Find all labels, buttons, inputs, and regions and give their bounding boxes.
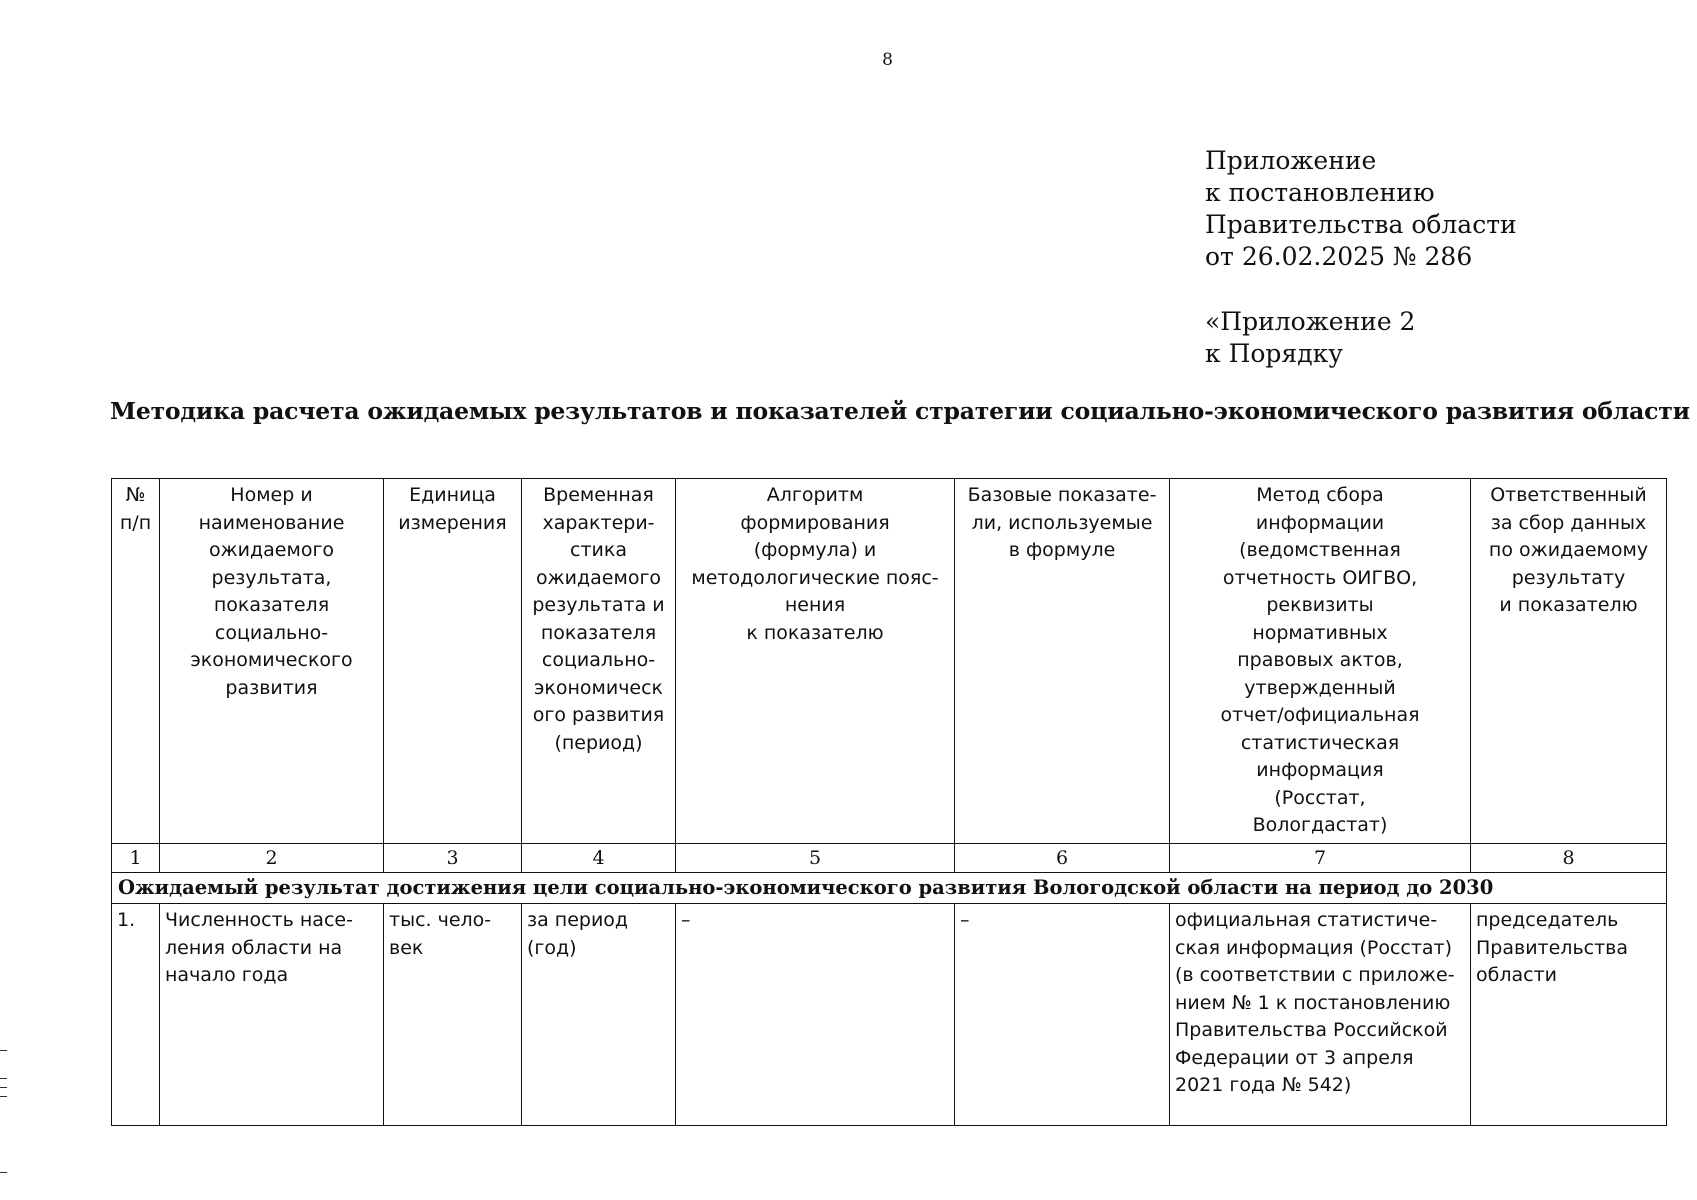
column-number: 4 bbox=[522, 844, 676, 873]
annex-2-line: «Приложение 2 bbox=[1205, 307, 1416, 336]
cell-text-line: ожидаемого bbox=[535, 566, 662, 589]
header-cell bbox=[160, 479, 384, 844]
indicator-name-cell bbox=[160, 904, 384, 1126]
document-title: Методика расчета ожидаемых результатов и показателей стратегии социально-экономического развития области bbox=[110, 397, 1690, 425]
cell-text-line: измерения bbox=[398, 511, 507, 534]
column-number: 2 bbox=[160, 844, 384, 873]
cell-text-line: стика bbox=[570, 539, 627, 561]
cell-text-line: начало года bbox=[165, 964, 289, 986]
cell-text-line: (Росстат, bbox=[1274, 786, 1366, 809]
cell-text-line: ого развития bbox=[532, 704, 665, 726]
cell-text-line: информации bbox=[1255, 511, 1385, 534]
cell-text-line: информация bbox=[1256, 759, 1384, 781]
cell-text-line: Временная bbox=[543, 484, 654, 506]
cell-text-line: (в соответствии с приложе- bbox=[1175, 964, 1455, 986]
cell-text-line: по ожидаемому bbox=[1488, 539, 1649, 561]
header-cell bbox=[1170, 479, 1471, 844]
cell-text-line: ожидаемого bbox=[208, 539, 335, 561]
cell-text-line: (период) bbox=[554, 731, 643, 754]
cell-text-line: век bbox=[389, 936, 424, 959]
annex-line: к постановлению bbox=[1205, 178, 1435, 207]
cell-text-line: – bbox=[960, 909, 970, 931]
cell-text-line: правовых актов, bbox=[1237, 649, 1403, 671]
header-cell bbox=[676, 479, 955, 844]
cell-text-line: Федерации от 3 апреля bbox=[1175, 1046, 1414, 1069]
cell-text-line: наименование bbox=[198, 511, 345, 534]
cell-text-line: за период bbox=[527, 909, 629, 931]
header-cell bbox=[112, 479, 160, 844]
header-cell bbox=[522, 479, 676, 844]
column-number: 8 bbox=[1471, 844, 1667, 873]
annex-line: Правительства области bbox=[1205, 210, 1517, 239]
cell-text-line: Номер и bbox=[230, 484, 313, 506]
cell-text-line: Численность насе- bbox=[165, 909, 353, 931]
cell-text-line: и показателю bbox=[1499, 594, 1638, 616]
margin-mark bbox=[0, 1172, 7, 1173]
cell-text-line: Вологдастат) bbox=[1252, 814, 1388, 836]
cell-text-line: результата, bbox=[211, 566, 332, 589]
cell-text-line: Метод сбора bbox=[1256, 484, 1384, 506]
base-indicators-cell bbox=[955, 904, 1170, 1126]
cell-text-line: п/п bbox=[119, 511, 152, 534]
cell-text-line: (формула) и bbox=[753, 539, 877, 561]
algorithm-cell bbox=[676, 904, 955, 1126]
cell-text-line: (год) bbox=[527, 936, 577, 959]
column-number: 1 bbox=[112, 844, 160, 873]
cell-text-line: ли, используемые bbox=[971, 511, 1153, 534]
header-cell bbox=[955, 479, 1170, 844]
cell-text-line: статистическая bbox=[1240, 731, 1400, 754]
cell-text-line: социально- bbox=[214, 621, 329, 644]
cell-text-line: развития bbox=[225, 676, 318, 699]
column-number-row bbox=[112, 844, 1667, 873]
cell-text-line: ления области на bbox=[165, 936, 343, 959]
page-number: 8 bbox=[882, 50, 893, 70]
margin-mark bbox=[0, 1050, 7, 1051]
period-cell bbox=[522, 904, 676, 1126]
cell-text-line: экономического bbox=[190, 649, 353, 671]
cell-text-line: Единица bbox=[409, 484, 496, 506]
section-title: Ожидаемый результат достижения цели социально-экономического развития Вологодской области на период до 2030 bbox=[112, 873, 1667, 904]
cell-text-line: в формуле bbox=[1008, 539, 1116, 561]
cell-text-line: Ответственный bbox=[1490, 484, 1647, 506]
cell-text-line: нормативных bbox=[1252, 621, 1388, 644]
section-row bbox=[112, 873, 1667, 904]
column-number: 6 bbox=[955, 844, 1170, 873]
cell-text-line: № bbox=[125, 484, 146, 506]
annex-block bbox=[1205, 145, 1517, 273]
cell-text-line: экономическ bbox=[533, 676, 664, 699]
margin-mark bbox=[0, 1096, 7, 1097]
methodology-table bbox=[111, 478, 1667, 1126]
cell-text-line: показателя bbox=[213, 594, 330, 616]
column-number: 5 bbox=[676, 844, 955, 873]
cell-text-line: (ведомственная bbox=[1239, 539, 1401, 561]
annex-2-block bbox=[1205, 306, 1415, 370]
cell-text-line: утвержденный bbox=[1244, 676, 1396, 699]
cell-text-line: формирования bbox=[740, 511, 890, 534]
cell-text-line: Правительства Российской bbox=[1175, 1019, 1448, 1041]
cell-text-line: отчетность ОИГВО, bbox=[1222, 566, 1418, 589]
cell-text-line: Алгоритм bbox=[766, 484, 864, 506]
unit-cell bbox=[384, 904, 522, 1126]
cell-text-line: области bbox=[1476, 964, 1557, 986]
cell-text-line: за сбор данных bbox=[1490, 511, 1647, 534]
collection-method-cell bbox=[1170, 904, 1471, 1126]
cell-text-line: нием № 1 к постановлению bbox=[1175, 991, 1451, 1014]
cell-text-line: 2021 года № 542) bbox=[1175, 1074, 1352, 1096]
annex-line: Приложение bbox=[1205, 146, 1377, 175]
margin-mark bbox=[0, 1078, 7, 1079]
cell-text-line: 1. bbox=[117, 909, 136, 931]
header-row bbox=[112, 479, 1667, 844]
annex-2-line: к Порядку bbox=[1205, 339, 1343, 368]
column-number: 7 bbox=[1170, 844, 1471, 873]
cell-text-line: к показателю bbox=[746, 621, 884, 644]
cell-text-line: результату bbox=[1511, 566, 1626, 589]
margin-mark bbox=[0, 1087, 7, 1088]
cell-text-line: Базовые показате- bbox=[967, 484, 1157, 506]
cell-text-line: Правительства bbox=[1476, 936, 1628, 959]
header-cell bbox=[1471, 479, 1667, 844]
cell-text-line: методологические пояс- bbox=[691, 566, 939, 589]
cell-text-line: ская информация (Росстат) bbox=[1175, 936, 1453, 959]
cell-text-line: реквизиты bbox=[1266, 594, 1374, 616]
header-cell bbox=[384, 479, 522, 844]
cell-text-line: тыс. чело- bbox=[389, 909, 492, 931]
cell-text-line: официальная статистиче- bbox=[1175, 909, 1438, 931]
cell-text-line: отчет/официальная bbox=[1220, 704, 1420, 726]
responsible-cell bbox=[1471, 904, 1667, 1126]
annex-line: от 26.02.2025 № 286 bbox=[1205, 242, 1473, 271]
cell-text-line: председатель bbox=[1476, 909, 1619, 931]
cell-text-line: социально- bbox=[541, 649, 656, 671]
cell-text-line: характери- bbox=[542, 511, 655, 534]
cell-text-line: нения bbox=[784, 594, 846, 616]
cell-text-line: показателя bbox=[540, 621, 657, 644]
cell-text-line: результата и bbox=[532, 594, 665, 616]
cell-text-line: – bbox=[681, 909, 691, 931]
table-row bbox=[112, 904, 1667, 1126]
row-number-cell bbox=[112, 904, 160, 1126]
column-number: 3 bbox=[384, 844, 522, 873]
